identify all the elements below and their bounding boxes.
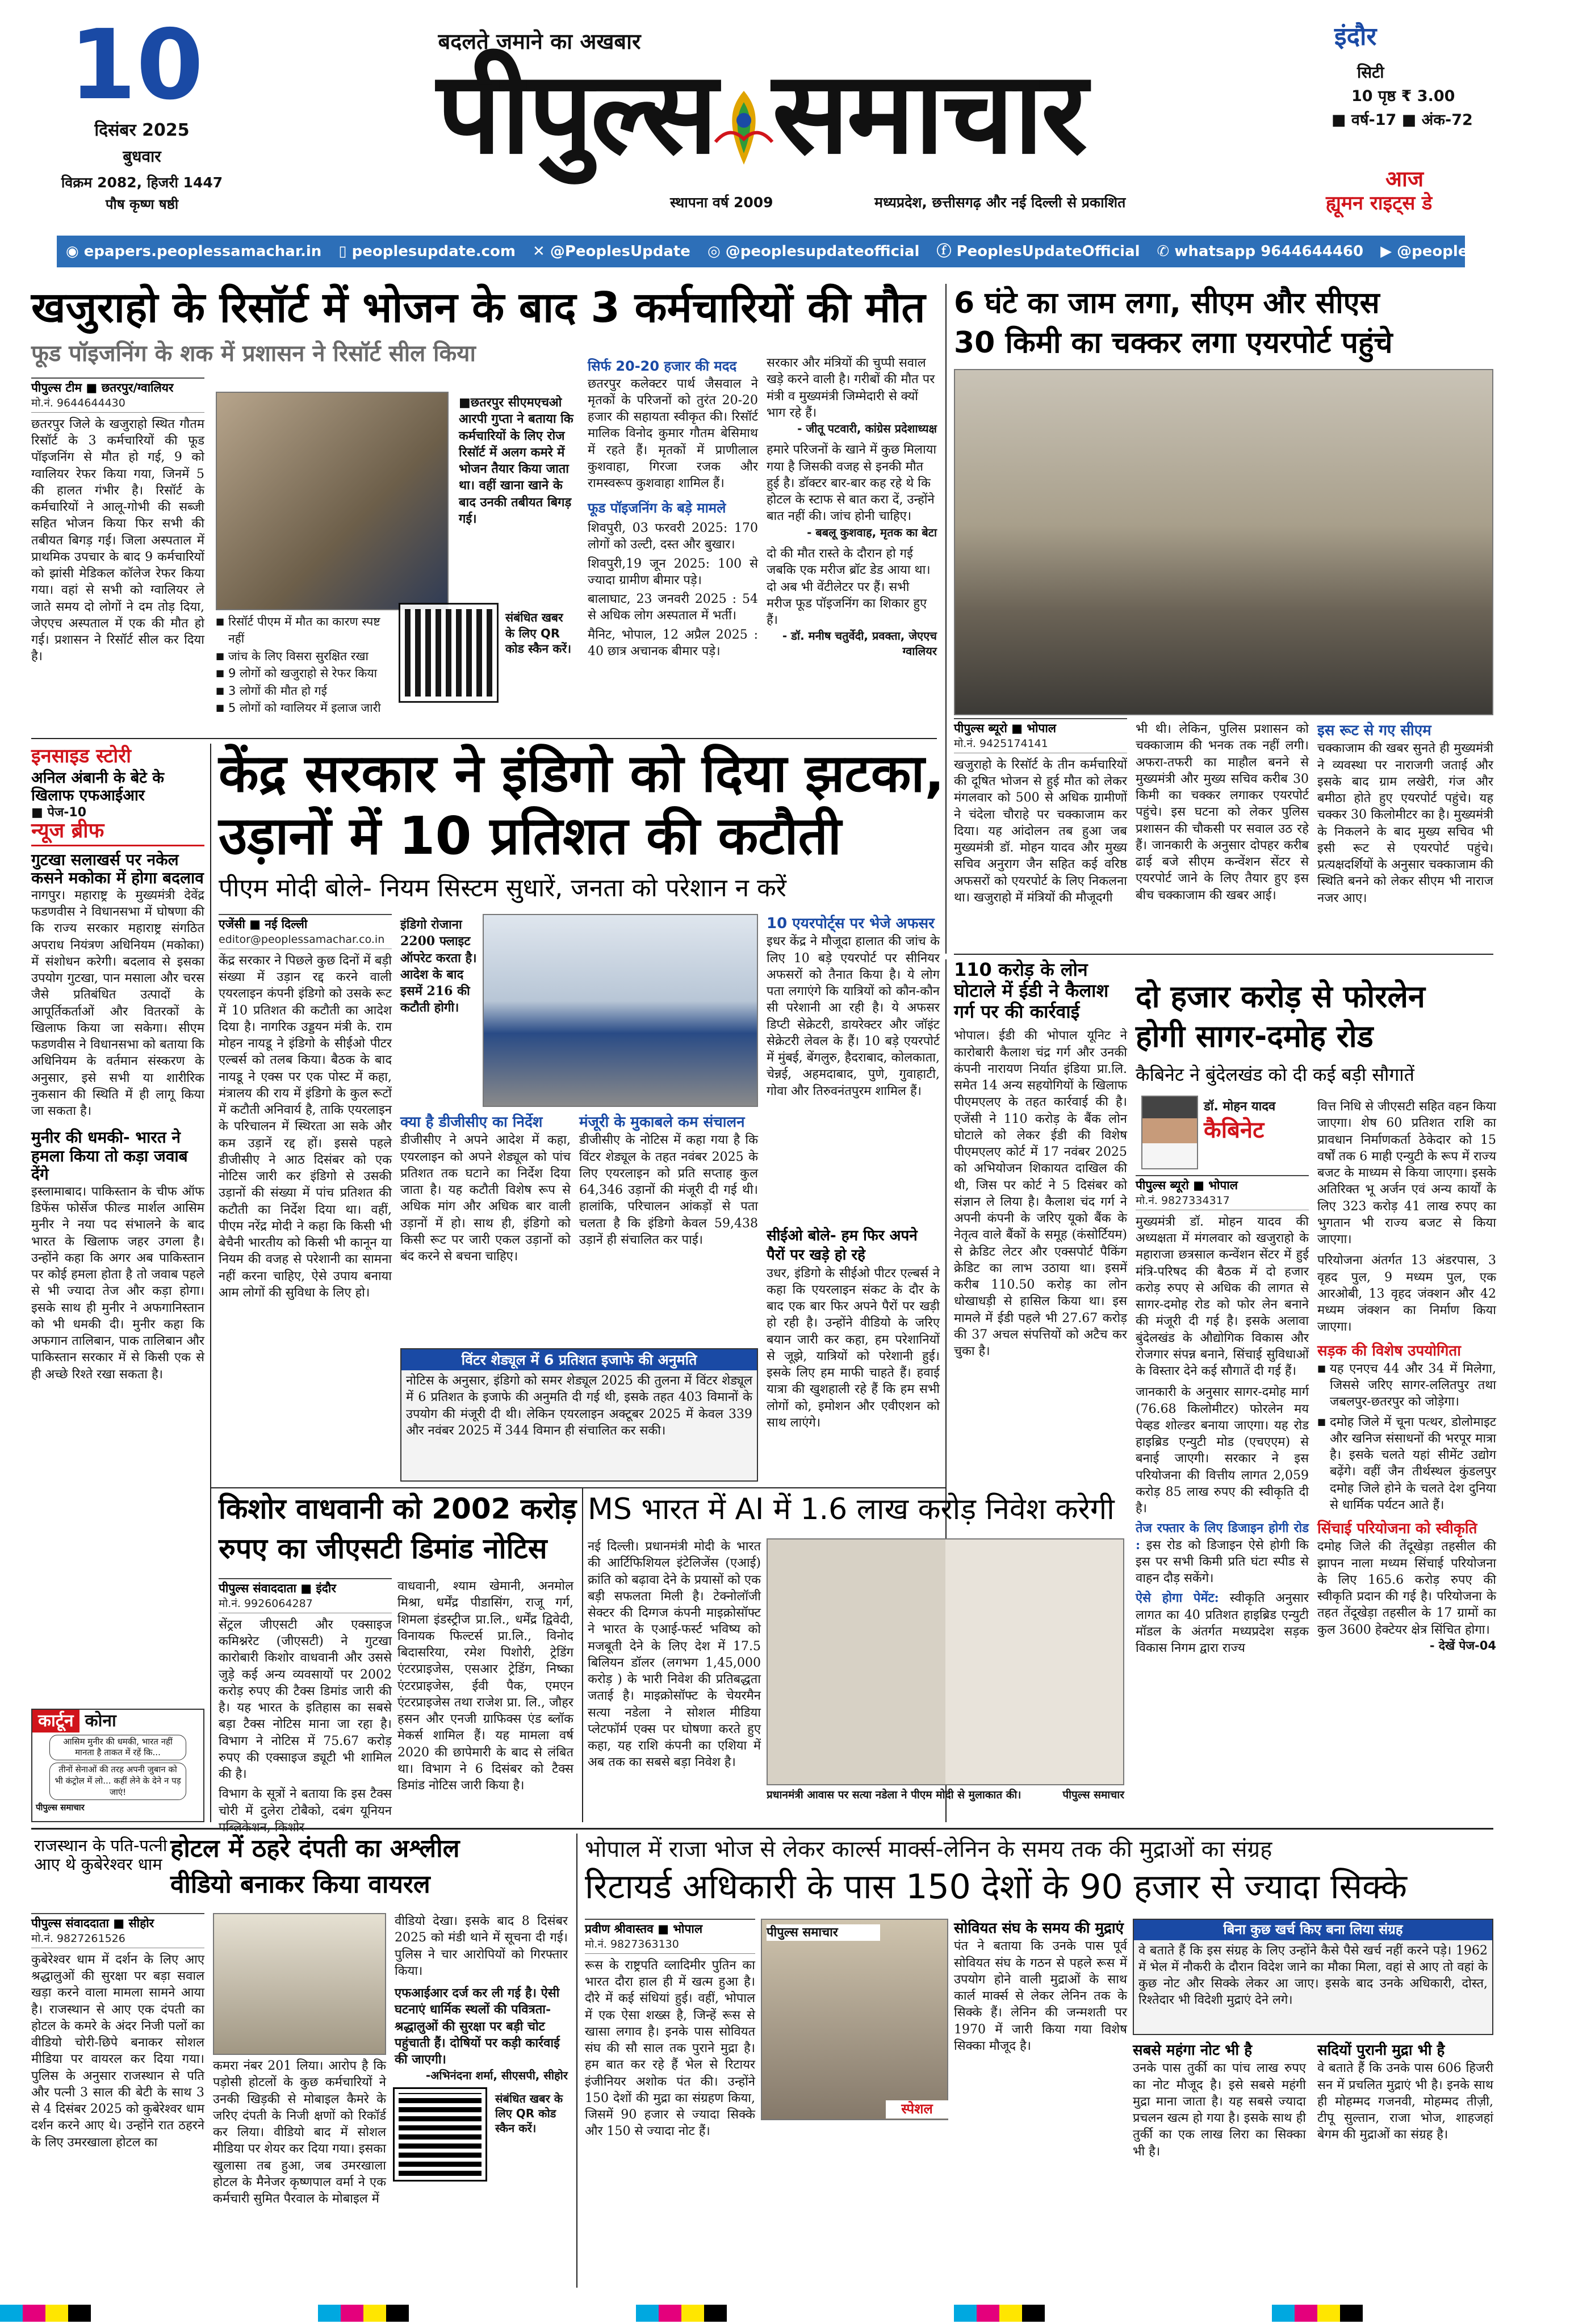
youtube-icon: ▶ xyxy=(1380,242,1392,260)
airports-title: 10 एयरपोर्ट्स पर भेजे अफसर xyxy=(767,915,935,932)
today-event: ह्यूमन राइट्स डे xyxy=(1326,192,1433,215)
khajuraho-qr-text: संबंधित खबर के लिए QR कोड स्कैन करें। xyxy=(505,611,572,656)
hotel-headline-1: होटल में ठहरे दंपती का अश्लील xyxy=(170,1834,460,1863)
cartoon-bubble-1: आसिम मुनीर की धमकी, भारत नहीं मानता है ताकत में रहें कि... xyxy=(49,1735,186,1761)
help-title: सिर्फ 20-20 हजार की मदद xyxy=(588,358,737,374)
khajuraho-col1 xyxy=(31,377,204,735)
x-icon: ✕ xyxy=(532,242,545,260)
globe-icon: ◉ xyxy=(66,242,79,260)
ms-headline: MS भारत में AI में 1.6 लाख करोड़ निवेश करेगी xyxy=(588,1492,1115,1526)
cartoon-title: कार्टून xyxy=(32,1710,79,1732)
expensive-body: उनके पास तुर्की का पांच लाख रुपए का नोट मौजूद है। इसे सबसे महंगी मुद्रा माना जाता है। यह सबसे ज्यादा प्रचलन खत्म हो गया है। इसके साथ ही तुर्की का एक लाख लिरा का सिक्का भी है। xyxy=(1133,2061,1306,2159)
cabinet-label: कैबिनेट xyxy=(1204,1117,1265,1143)
print-color-marks xyxy=(0,2305,1521,2322)
facebook-icon: ⓕ xyxy=(936,242,952,260)
hotel-body-1: कुबेरेश्वर धाम में दर्शन के लिए आए श्रद्धालुओं की सुरक्षा पर बड़ा सवाल खड़ा करने वाला मामला सामने आया है। राजस्थान से आए एक दंपती का होटल के कमरे के अंदर निजी पलों का वीडियो चोरी-छिपे बनाकर सोशल मीडिया पर वायरल कर दिया गया। पुलिस के अनुसार राजस्थान से पति और पत्नी 3 साल की बेटी के साथ 3 से 4 दिसंबर 2025 को कुबेरेश्वर धाम दर्शन करने आए थे। उन्होंने रात ठहरने के लिए उमरखाला होटल का xyxy=(31,1952,204,2150)
brief-2-head: मुनीर की धमकी- भारत ने हमला किया तो कड़ा जवाब देंगे xyxy=(31,1128,188,1184)
khajuraho-qr-code[interactable] xyxy=(400,605,497,701)
gst-col1 xyxy=(219,1578,392,1822)
winter-title: विंटर शेड्यूल में 6 प्रतिशत इजाफे की अनुमति xyxy=(401,1349,757,1370)
quote-3-name: - डॉ. मनीष चतुर्वेदी, प्रवक्ता, जेएएच ग्वालियर xyxy=(782,629,937,658)
epaper-text: epapers.peoplessamachar.in xyxy=(83,242,322,260)
cm-name: डॉ. मोहन यादव xyxy=(1204,1100,1276,1114)
cartoon-credit: पीपुल्स समाचार xyxy=(36,1802,85,1813)
indigo-email: editor@peoplessamachar.co.in xyxy=(219,933,392,949)
x-text: @PeoplesUpdate xyxy=(550,242,690,260)
approval-box xyxy=(579,1113,758,1340)
coins-body: रूस के राष्ट्रपति व्लादिमीर पुतिन का भारत दौरा हाल ही में खत्म हुआ है। दौरे में कई संधियां हुई। वहीं, भोपाल में एक ऐसा शख्स है, जिन्हें रूस से खासा लगाव है। इनके पास सोवियत संघ की सौ साल तक पुराने मुद्रा है। हम बात कर रहे हैं भेल से रिटायर इंजीनियर अशोक पंत की। उन्होंने 150 देशों की मुद्रा का संग्रहण किया, जिसमें 90 हजार से ज्यादा सिक्के और 150 से ज्यादा नोट हैं। xyxy=(585,1958,755,2139)
inside-page: ■ पेज-10 xyxy=(31,805,87,820)
util-title: सड़क की विशेष उपयोगिता xyxy=(1317,1342,1461,1360)
gst-body-2: विभाग के सूत्रों ने बताया कि इस टैक्स चोरी में दुलेरा टोबैको, दबंग यूनियन xyxy=(219,1787,392,1818)
jam-headline-2: 30 किमी का चक्कर लगा एयरपोर्ट पहुंचे xyxy=(954,326,1393,360)
quote-2-name: - बबलू कुशवाह, मृतक का बेटा xyxy=(807,525,937,539)
gst-body-1: सेंट्रल जीएसटी और एक्साइज कमिश्नरेट (जीएसटी) ने गुटखा कारोबारी किशोर वाधवानी और उससे जुड़े कई अन्य व्यवसायों पर 2002 करोड़ रुपए की टैक्स डिमांड जारी की है। यह भारत के इतिहास का सबसे बड़ा टैक्स नोटिस माना जा रहा है। विभाग ने नोटिस में 75.67 करोड़ रुपए की एक्साइज ड्यूटी भी शामिल की है। xyxy=(219,1617,392,1782)
news-brief xyxy=(31,817,204,1703)
hotel-headline-2: वीडियो बनाकर किया वायरल xyxy=(170,1870,430,1899)
help-body: छतरपुर कलेक्टर पार्थ जैसवाल ने मृतकों के परिजनों को तुरंत 20-20 हजार की सहायता स्वीकृत की। रिसॉर्ट मालिक विनोद कुमार गौतम बेसिमाथ में रहते हैं। मृतकों में प्राणीलाल कुशवाहा, गिरजा रजक और रामस्वरूप कुशवाहा शामिल हैं। xyxy=(588,376,758,491)
social-bar xyxy=(57,236,1591,267)
cartoon-header xyxy=(32,1710,203,1732)
indigo-subheadline: पीएम मोदी बोले- नियम सिस्टम सुधारें, जनता को परेशान न करें xyxy=(219,874,786,903)
sagar-col1 xyxy=(1136,1175,1309,1817)
util-1: ■ यह एनएच 44 और 34 में मिलेगा, जिससे जरिए सागर-ललितपुर तथा जबलपुर-छतरपुर को जोड़ेगा। xyxy=(1317,1361,1496,1411)
whatsapp-link[interactable] xyxy=(1157,242,1364,261)
brief-1-body: नागपुर। महाराष्ट्र के मुख्यमंत्री देवेंद्र फडणवीस ने विधानसभा में घोषणा की कि राज्य सरकार महाराष्ट्र संगठित अपराध नियंत्रण अधिनियम (मकोका) में संशोधन करेगी। बदलाव से इसका उपयोग गुटखा, पान मसाला और चरस जैसे प्रतिबंधित उत्पादों के आपूर्तिकर्ताओं और वितरकों के खिलाफ किया जा सकेगा। सीएम फडणवीस ने विधानसभा को बताया कि अधिनियम के वर्तमान संस्करण के अनुसार, इसे सभी या शारीरिक नुकसान की स्थिति में ही लागू किया जा सकता है। xyxy=(31,888,204,1119)
sagar-body-4: परियोजना अंतर्गत 13 अंडरपास, 3 वृहद पुल, 9 मध्यम पुल, एक आरओबी, 13 वृहद जंक्शन और 42 मध्यम जंक्शन का निर्माण किया जाएगा। xyxy=(1317,1253,1496,1335)
youtube-text: @peoplesupdateofficial xyxy=(1397,242,1591,260)
approval-body: डीजीसीए के नोटिस में कहा गया है कि विंटर शेड्यूल के तहत नवंबर 2025 के लिए एयरलाइन को प्रति सप्ताह कुल 64,346 उड़ानों की मंजूरी दी गई थी। हालांकि, परिचालन आंकड़ों से पता चलता है कि इंडिगो केवल 59,438 उड़ानें ही संचालित कर पाई। xyxy=(579,1133,758,1247)
jam-headline-1: 6 घंटे का जाम लगा, सीएम और सीएस xyxy=(954,286,1380,320)
airports-body: इधर केंद्र ने मौजूदा हालात की जांच के लिए 10 बड़े एयरपोर्ट पर सीनियर अफसरों को तैनात किया है। ये लोग पता लगाएंगे कि यात्रियों को कौन-कौन सी परेशानी आ रही है। ये अफसर डिप्टी सेक्रेटरी, डायरेक्टर और जॉइंट सेक्रेटरी लेवल के हैं। 10 बड़े एयरपोर्ट में मुंबई, बेंगलुरु, हैदराबाद, कोलकाता, चेन्नई, अहमदाबाद, पुणे, गुवाहाटी, गोवा और तिरुवनंतपुरम शामिल हैं। xyxy=(767,934,940,1098)
indigo-headline-2: उड़ानों में 10 प्रतिशत की कटौती xyxy=(219,806,841,866)
coins-photo xyxy=(761,1919,948,2120)
sagar-headline-1: दो हजार करोड़ से फोरलेन xyxy=(1136,979,1425,1014)
no-cost-body: वे बताते हैं कि इस संग्रह के लिए उन्होंने कैसे पैसे खर्च नहीं करने पड़े। 1962 में भेल में नौकरी के दौरान विदेश जाने का मौका मिला, वहां से आए तो वहां के कुछ नोट और सिक्के लेकर आ जाए। इसके बाद उनके अधिकारी, दोस्त, रिश्तेदार भी विदेशी मुद्राएं देने लगे। xyxy=(1138,1943,1488,2008)
hotel-photo xyxy=(213,1913,386,2055)
hotel-quote-name: -अभिनंदना शर्मा, सीएसपी, सीहोर xyxy=(425,2069,568,2083)
khajuraho-subheadline: फूड पॉइजनिंग के शक में प्रशासन ने रिसॉर्ट सील किया xyxy=(31,341,476,367)
indigo-col1 xyxy=(219,914,392,1482)
ms-credit: पीपुल्स समाचार xyxy=(1062,1789,1124,1801)
past-item: शिवपुरी,19 जून 2025: 100 से ज्यादा ग्रामीण बीमार पड़े। xyxy=(588,556,758,588)
dgca-box xyxy=(400,1113,571,1340)
mobile-icon: ▯ xyxy=(338,242,347,260)
irrigation-body: दमोह जिले की तेंदूखेड़ा तहसील की झापन नाला मध्यम सिंचाई परियोजना के लिए 165.6 करोड़ रुपए की स्वीकृति प्रदान की गई है। परियोजना के तहत तेंदूखेड़ा तहसील के 17 ग्रामों का कुल 3600 हेक्टेयर क्षेत्र सिंचित होगा। xyxy=(1317,1539,1496,1637)
gst-mobile: मो.नं. 9926064287 xyxy=(219,1597,392,1613)
cartoon-bubble-2: तीनों सेनाओं की तरह अपनी जुबान को भी कंट्रोल में लो... कहीं लेने के देने न पड़ जाएं! xyxy=(49,1763,186,1799)
no-cost-title: बिना कुछ खर्च किए बना लिया संग्रह xyxy=(1134,1920,1492,1940)
sagar-fast xyxy=(1136,1520,1309,1587)
instagram-icon: ◎ xyxy=(707,242,721,260)
paper-title-left: पीपुल्स xyxy=(437,47,715,179)
founded-year: स्थापना वर्ष 2009 xyxy=(670,194,773,211)
ed-body: भोपाल। ईडी की भोपाल यूनिट ने कारोबारी कैलाश चंद्र गर्ग और उनकी कंपनी नारायण निर्यात इंडिया प्रा.लि. समेत 14 अन्य सहयोगियों के खिलाफ पीएमएलए के तहत कार्रवाई की है। एजेंसी ने 110 करोड़ के बैंक लोन घोटाले को लेकर ईडी की विशेष पीएमएलए कोर्ट में 17 नवंबर 2025 को अभियोजन शिकायत दाखिल की थी, जिस पर कोर्ट ने 5 दिसंबर को संज्ञान ले लिया है। कैलाश चंद गर्ग ने अपनी कंपनी के जरिए यूको बैंक के नेतृत्व वाले बैंकों के समूह (कंसोर्टियम) से क्रेडिट लेटर और एक्सपोर्ट पैकिंग क्रेडिट का लाभ उठाया था। इसमें करीब 110.50 करोड़ का लोन धोखाधड़ी से हासिल किया था। इस मामले में ईडी पहले भी 27.67 करोड़ की 37 अचल संपत्तियों को अटैच कर चुका है। xyxy=(954,1029,1127,1359)
irrigation-continue[interactable]: - देखें पेज-04 xyxy=(1429,1638,1496,1652)
indigo-body: केंद्र सरकार ने पिछले कुछ दिनों में बड़ी संख्या में उड़ान रद्द करने वाली एयरलाइन कंपनी इंडिगो को उसके रूट में 10 प्रतिशत की कटौती का आदेश दिया है। नागरिक उड्डयन मंत्री के. राम मोहन नायडू ने इंडिगो के सीईओ पीटर एल्बर्स को तलब किया। बैठक के बाद नायडू ने एक्स पर एक पोस्ट में कहा, मंत्रालय की राय में इंडिगो के कुल रूटों में कटौती अनिवार्य है, ताकि एयरलाइन के परिचालन में स्थिरता आ सके और कम उड़ानें रद्द हों। इससे पहले डीजीसीए ने आठ दिसंबर को एक नोटिस जारी कर इंडिगो से उसकी उड़ानों की संख्या में पांच प्रतिशत की कटौती का निर्देश दिया था। वहीं, पीएम नरेंद्र मोदी ने कहा कि किसी भी बेचैनी भारतीय को किसी भी कानून या नियम की वजह से परेशानी का सामना नहीं करना चाहिए, ऐसे उपाय बनाया आम लोगों की सुविधा के लिए हो। xyxy=(219,953,392,1300)
jam-route-body: चक्काजाम की खबर सुनते ही मुख्यमंत्री ने व्यवस्था पर नाराजगी जताई और इसके बाद ग्राम लखेरी, गंज और बमीठा होते हुए एयरपोर्ट पहुंचे। यह चक्कर 30 किलोमीटर का है। मुख्यमंत्री के निकलने के बाद मुख्य सचिव भी इसी रूट से एयरपोर्ट पहुंचे। प्रत्यक्षदर्शियों के अनुसार चक्काजाम की स्थिति बनने को लेकर सीएम भी नाराज नजर आए। xyxy=(1317,741,1493,905)
divider xyxy=(210,1487,945,1488)
pay-title: ऐसे होगा पेमेंट: xyxy=(1136,1591,1219,1606)
web-text: peoplesupdate.com xyxy=(351,242,516,260)
city-name: इंदौर xyxy=(1334,22,1377,51)
brief-2-body: इस्लामाबाद। पाकिस्तान के चीफ ऑफ डिफेंस फोर्सेज फील्ड मार्शल आसिम मुनीर ने नया पद संभालने के बाद भारत के खिलाफ जहर उगला है। उन्होंने कहा कि अगर अब पाकिस्तान पर कोई हमला होता है तो जवाब पहले से भी ज्यादा तेज और कड़ा होगा। इसके साथ ही मुनीर ने अफगानिस्तान को भी धमकी दी। मुनीर कहा कि अफगान तालिबान, पाक तालिबान और पाकिस्तान सरकार में से किसी एक से ही अच्छे रिश्ते रखा सकता है। xyxy=(31,1184,204,1382)
khajuraho-body: छतरपुर जिले के खजुराहो स्थित गौतम रिसॉर्ट के 3 कर्मचारियों की फूड पॉइजनिंग से मौत हो गई, 9 को ग्वालियर रेफर किया गया, जिनमें 5 की हालत गंभीर है। रिसॉर्ट के कर्मचारियों ने आलू-गोभी की सब्जी सहित भोजन किया फिर सभी की तबीयत बिगड़ गई। जिला अस्पताल में प्राथमिक उपचार के बाद 9 कर्मचारियों को झांसी मेडिकल कॉलेज रेफर किया गया। वहां से सभी को ग्वालियर ले जाते समय दो लोगों ने दम तोड़ दिया, जेएएच अस्पताल में एक की मौत हो गई। प्रशासन ने रिसॉर्ट सील कर दिया है। xyxy=(31,417,204,664)
hotel-body-3: वीडियो देखा। इसके बाद 8 दिसंबर 2025 को मंडी थाने में सूचना दी गई। पुलिस ने चार आरोपियों को गिरफ्तार किया। xyxy=(395,1914,568,1978)
ed-headline-1: 110 करोड़ के लोन xyxy=(954,959,1088,980)
date-number: 10 xyxy=(69,9,204,121)
past-title: फूड पॉइजनिंग के बड़े मामले xyxy=(588,500,726,517)
hotel-col3 xyxy=(395,1913,568,2282)
paksh: पौष कृष्ण षष्ठी xyxy=(105,196,179,212)
khajuraho-bullets xyxy=(216,613,392,717)
emblem-icon xyxy=(713,85,775,170)
expensive-title: सबसे महंगा नोट भी है xyxy=(1133,2042,1253,2059)
samvat: विक्रम 2082, हिजरी 1447 xyxy=(61,174,223,191)
jam-body-2: भी थी। लेकिन, पुलिस प्रशासन को चक्काजाम की भनक तक नहीं लगी। अफरा-तफरी का माहौल बनने से मुख्यमंत्री और मुख्य सचिव करीब 30 किमी का चक्कर लगाकर एयरपोर्ट पहुंचे। इस घटना को लेकर पुलिस प्रशासन की चौकसी पर सवाल उठ रहे हैं। जानकारी के अनुसार दोपहर करीब ढाई बजे सीएम कन्वेंशन सेंटर से एयरपोर्ट जाने के लिए तैयार हुए इस बीच चक्काजाम की खबर आई। xyxy=(1136,722,1309,903)
past-item: मैनिट, भोपाल, 12 अप्रैल 2025 : 40 छात्र अचानक बीमार पड़े। xyxy=(588,627,758,658)
gst-headline-2: रुपए का जीएसटी डिमांड नोटिस xyxy=(219,1532,547,1565)
ed-headline-3: गर्ग पर की कार्रवाई xyxy=(954,1000,1080,1022)
indigo-byline: एजेंसी ■ नई दिल्ली xyxy=(219,914,392,933)
past-item: शिवपुरी, 03 फरवरी 2025: 170 लोगों को उल्टी, दस्त और बुखार। xyxy=(588,521,758,552)
irrigation-title: सिंचाई परियोजना को स्वीकृति xyxy=(1317,1520,1477,1538)
instagram-text: @peoplesupdateofficial xyxy=(725,242,920,260)
ceo-title: सीईओ बोले- हम फिर अपने पैरों पर खड़े हो रहे xyxy=(767,1227,918,1264)
soviet-title: सोवियत संघ के समय की मुद्राएं xyxy=(954,1920,1124,1937)
gst-body-3: वाधवानी, श्याम खेमानी, अनमोल मिश्रा, धर्मेंद्र पीडासिंग, राजू गर्ग, शिमला इंडस्ट्रीज प्रा.लि., धर्मेंद्र द्विवेदी, विनायक फिल्टर्स प्रा.लि., विनोद बिदासरिया, रमेश पिशोरी, ट्रेडिंग एंटरप्राइजेस, एसआर ट्रेडिंग, निष्का एंटरप्राइजेस, ईवी पैक, एमएन एंटरप्राइजेस तथा राजेश प्रा. लि., जौहर हसन और एनजी ग्राफिक्स एंड ब्लॉक मेकर्स शामिल हैं। यह मामला वर्ष 2020 की छापेमारी के बाद से लंबित था। विभाग ने 6 दिसंबर को टैक्स डिमांड नोटिस जारी किया है। xyxy=(397,1579,573,1793)
winter-body: नोटिस के अनुसार, इंडिगो को समर शेड्यूल 2025 की तुलना में विंटर शेड्यूल में 6 प्रतिशत के इजाफे की अनुमति दी गई थी, इसके तहत 403 विमानों के उपयोग की मंजूरी दी थी। लेकिन एयरलाइन अक्टूबर 2025 में केवल 339 और नवंबर 2025 में 344 विमान ही संचालित कर सकी। xyxy=(406,1374,752,1438)
inside-title: इनसाइड स्टोरी xyxy=(31,745,131,767)
gst-headline-1: किशोर वाधवानी को 2002 करोड़ xyxy=(219,1492,577,1525)
jam-byline: पीपुल्स ब्यूरो ■ भोपाल xyxy=(954,718,1127,737)
edition: सिटी xyxy=(1357,63,1384,82)
ceo-box xyxy=(767,1226,940,1482)
pay-body: स्वीकृति अनुसार लागत का 40 प्रतिशत हाइब्रिड एन्युटी मॉडल के अंतर्गत मध्यप्रदेश सड़क विकास निगम द्वारा राज्य xyxy=(1136,1591,1309,1656)
hotel-quote: एफआईआर दर्ज कर ली गई है। ऐसी घटनाएं धार्मिक स्थलों की पवित्रता-श्रद्धालुओं की सुरक्षा पर बड़ी चोट पहुंचाती हैं। दोषियों पर कड़ी कार्रवाई की जाएगी। xyxy=(395,1986,560,2067)
util-2: ■ दमोह जिले में चूना पत्थर, डोलोमाइट और खनिज संसाधनों की भरपूर मात्रा है। इसके चलते यहां सीमेंट उद्योग बढ़ेंगे। वहीं जैन तीर्थस्थल कुंडलपुर दमोह जिले होने के चलते देश दुनिया से धार्मिक पर्यटन आते हैं। xyxy=(1317,1414,1496,1514)
cartoon-box xyxy=(31,1709,204,1822)
hotel-body-2: कमरा नंबर 201 लिया। आरोप है कि पड़ोसी होटलों के कुछ कर्मचारियों ने उनकी खिड़की से मोबाइल कैमरे के जरिए दंपती के निजी क्षणों को रिकॉर्ड कर लिया। वीडियो बाद में सोशल मीडिया पर शेयर कर दिया गया। इसका खुलासा तब हुआ, जब उमरखाला होटल के मैनेजर कृष्णपाल वर्मा ने एक कर्मचारी सुमित पैरवाल के मोबाइल में xyxy=(213,2059,386,2206)
khajuraho-quotes xyxy=(767,355,937,735)
brief-1-head: गुटखा सलाखर्स पर नकेल कसने मकोका में होगा बदलाव xyxy=(31,850,204,887)
airports-box xyxy=(767,914,940,1220)
year-issue: ■ वर्ष-17 ■ अंक-72 xyxy=(1332,111,1473,129)
issue: अंक-72 xyxy=(1421,111,1473,129)
old-coins xyxy=(1317,2041,1493,2282)
whatsapp-text: whatsapp 9644644460 xyxy=(1174,242,1364,260)
divider xyxy=(31,738,937,739)
divider xyxy=(945,284,947,954)
whatsapp-icon: ✆ xyxy=(1157,242,1170,260)
ms-caption: प्रधानमंत्री आवास पर सत्या नडेला ने पीएम मोदी से मुलाकात की। xyxy=(767,1789,1021,1801)
quote-2: हमारे परिजनों के खाने में कुछ मिलाया गया है जिसकी वजह से इनकी मौत हुई है। डॉक्टर बार-बार कह रहे थे कि होटल के स्टाफ से बात करा दें, उन्होंने बात नहीं की। जांच होनी चाहिए। xyxy=(767,443,937,524)
paper-title-right: समाचार xyxy=(772,47,1086,179)
hotel-qr-text: संबंधित खबर के लिए QR कोड स्कैन करें। xyxy=(495,2091,563,2136)
indigo-headline-1: केंद्र सरकार ने इंडिगो को दिया झटका, xyxy=(219,743,945,804)
approval-title: मंजूरी के मुकाबले कम संचालन xyxy=(579,1114,745,1131)
khajuraho-byline: पीपुल्स टीम ■ छतरपुर/ग्वालियर xyxy=(31,377,204,396)
tagline: बदलते जमाने का अखबार xyxy=(438,29,641,54)
khajuraho-headline: खजुराहो के रिसॉर्ट में भोजन के बाद 3 कर्मचारियों की मौत xyxy=(31,283,926,332)
jam-route-title: इस रूट से गए सीएम xyxy=(1317,722,1431,739)
coins-headline: रिटायर्ड अधिकारी के पास 150 देशों के 90 हजार से ज्यादा सिक्के xyxy=(585,1867,1407,1907)
coins-special: स्पेशल xyxy=(886,2100,948,2119)
hotel-side-title: राजस्थान के पति-पत्नी आए थे कुबेरेश्वर धाम xyxy=(34,1836,168,1874)
old-title: सदियों पुरानी मुद्रा भी है xyxy=(1317,2042,1445,2059)
sagar-mobile: मो.नं. 9827334317 xyxy=(1136,1194,1309,1210)
web-link[interactable] xyxy=(338,242,516,261)
winter-schedule-box xyxy=(400,1348,758,1482)
jam-mobile: मो.नं. 9425174141 xyxy=(954,737,1127,753)
fast-body: इस रोड को डिजाइन ऐसे होगी कि इस पर सभी किमी प्रति घंटा स्पीड से वाहन दौड़ सकेंगे। xyxy=(1136,1538,1309,1586)
facebook-text: PeoplesUpdateOfficial xyxy=(956,242,1140,260)
old-body: वे बताते हैं कि उनके पास 606 हिजरी सन में प्रचलित मुद्राएं भी है। इनके साथ ही मोहम्मद गजनवी, मोहम्मद तीज़ी, टीपू सुल्तान, राजा भोज, शाहजहां बेगम की मुद्राओं का संग्रह है। xyxy=(1317,2061,1493,2142)
divider xyxy=(31,1828,1493,1830)
khajuraho-help xyxy=(588,358,758,738)
epaper-link[interactable] xyxy=(66,242,321,261)
bullet-item: ■ रिसॉर्ट पीएम में मौत का कारण स्पष्ट नहीं xyxy=(216,613,392,648)
instagram-link[interactable] xyxy=(707,242,919,261)
sagar-pay xyxy=(1136,1590,1309,1656)
soviet-box xyxy=(954,1919,1127,2282)
brief-title: न्यूज ब्रीफ xyxy=(31,817,204,846)
khajuraho-photo-caption: ■छतरपुर सीएमएचओ आरपी गुप्ता ने बताया कि कर्मचारियों के लिए रोज रिसॉर्ट में अलग कमरे में भोजन तैयार किया जाता था। वहीं खाना खाने के बाद उनकी तबीयत बिगड़ गई। xyxy=(459,395,573,526)
sagar-col2 xyxy=(1317,1098,1496,1817)
jam-body-1: खजुराहो के रिसॉर्ट के तीन कर्मचारियों की दूषित भोजन से हुई मौत को लेकर मंगलवार को 500 से अधिक ग्रामीणों ने चंदेला चौराहे पर चक्काजाम कर दिया। यह आंदोलन तब हुआ जब मुख्यमंत्री डॉ. मोहन यादव और मुख्य सचिव अनुराग जैन सहित कई वरिष्ठ अफसरों को एयरपोर्ट के लिए निकलना था। खजुराहो में मंत्रियों की मौजूदगी xyxy=(954,757,1127,905)
khajuraho-mobile: मो.नं. 9644644430 xyxy=(31,396,204,413)
coins-mobile: मो.नं. 9827363130 xyxy=(585,1937,755,1954)
quote-1: सरकार और मंत्रियों की चुप्पी सवाल खड़े करने वाली है। गरीबों की मौत पर मंत्री व मुख्यमंत्री जिम्मेदारी से क्यों भाग रहे हैं। xyxy=(767,356,935,420)
indigo-image-note: इंडिगो रोजाना 2200 फ्लाइट ऑपरेट करता है। आदेश के बाद इसमें 216 की कटौती होगी। xyxy=(400,917,477,1016)
no-cost-box xyxy=(1133,1919,1493,2035)
protest-photo xyxy=(954,369,1493,715)
divider xyxy=(210,744,211,1822)
published-states: मध्यप्रदेश, छत्तीसगढ़ और नई दिल्ली से प्रकाशित xyxy=(874,194,1126,211)
sagar-body-3: वित्त निधि से जीएसटी सहित वहन किया जाएगा। शेष 60 प्रतिशत राशि का प्रावधान निर्माणकर्ता ठेकेदार को 15 वर्षों तक 6 माही एन्युटी के रूप में राज्य बजट के माध्यम से किया जाएगा। इसके अतिरिक्त भू अर्जन एवं अन्य कार्यों के लिए 323 करोड़ 41 लाख रुपए का भुगतान भी राज्य बजट से किया जाएगा। xyxy=(1317,1100,1496,1247)
dgca-body: डीजीसीए ने अपने आदेश में कहा, एयरलाइन को अपने शेड्यूल को पांच प्रतिशत तक घटाने का निर्देश दिया जाता है। यह कटौती विशेष रूप से अधिक मांग और अधिक बार वाली उड़ानों में हो। साथ ही, इंडिगो को किसी रूट पर जारी एकल उड़ानों को बंद करने से बचना चाहिए। xyxy=(400,1133,571,1264)
expensive-note xyxy=(1133,2041,1306,2282)
ed-story xyxy=(954,959,1127,1470)
weekday: बुधवार xyxy=(123,147,161,166)
bullet-item: ■ 9 लोगों को खजुराहो से रेफर किया xyxy=(216,665,392,682)
hotel-col1 xyxy=(31,1913,204,2282)
indigo-plane-photo xyxy=(483,914,758,1107)
bullet-item: ■ 3 लोगों की मौत हो गई xyxy=(216,682,392,699)
divider xyxy=(582,1487,583,1822)
soviet-body: पंत ने बताया कि उनके पास पूर्व सोवियत संघ के गठन से पहले रूस में उपयोग होने वाली मुद्राओं के साथ कार्ल मार्क्स से लेकर लेनिन तक के सिक्के हैं। लेनिन की जन्मशती पर 1970 में जारी किया गया विशेष सिक्का मौजूद है। xyxy=(954,1939,1127,2053)
hospital-photo xyxy=(216,392,449,610)
hotel-byline: पीपुल्स संवाददाता ■ सीहोर xyxy=(31,1913,204,1932)
inside-story xyxy=(31,744,202,820)
bullet-item: ■ 5 लोगों को ग्वालियर में इलाज जारी xyxy=(216,699,392,716)
sagar-body-2: जानकारी के अनुसार सागर-दमोह मार्ग (76.68 किलोमीटर) फोरलेन मय पेव्हड शोल्डर बनाया जाएगा। यह रोड हाइब्रिड एन्युटी मोड (एचएएम) से बनाई जाएगी। सरकार ने इस परियोजना की वित्तीय लागत 2,059 करोड़ 85 लाख रुपए की स्वीकृति दी है। xyxy=(1136,1385,1309,1516)
inside-story-text: अनिल अंबानी के बेटे के खिलाफ एफआईआर xyxy=(31,769,165,804)
price: 10 पृष्ठ ₹ 3.00 xyxy=(1351,87,1455,105)
coins-byline: प्रवीण श्रीवास्तव ■ भोपाल xyxy=(585,1919,755,1937)
youtube-link[interactable] xyxy=(1380,242,1591,261)
quote-1-name: - जीतू पटवारी, कांग्रेस प्रदेशाध्यक्ष xyxy=(797,422,937,435)
masthead xyxy=(0,0,1521,238)
year: वर्ष-17 xyxy=(1351,111,1397,129)
sagar-body-1: मुख्यमंत्री डॉ. मोहन यादव की अध्यक्षता में मंगलवार को खजुराहो के महाराजा छत्रसाल कन्वेंशन सेंटर में हुई मंत्रि-परिषद की बैठक में दो हजार करोड़ रुपए से अधिक की लागत से सागर-दमोह रोड को फोर लेन बनाने की मंजूरी दी गई है। इसके अलावा बुंदेलखंड के औद्योगिक विकास और रोजगार संपन्न बनाने, सिंचाई सुविधाओं के विस्तार देने कई सौगातें दी गई हैं। xyxy=(1136,1214,1309,1379)
coins-kicker: भोपाल में राजा भोज से लेकर कार्ल्स मार्क्स-लेनिन के समय तक की मुद्राओं का संग्रह xyxy=(585,1836,1272,1862)
dgca-title: क्या है डीजीसीए का निर्देश xyxy=(400,1114,543,1131)
ms-body: नई दिल्ली। प्रधानमंत्री मोदी के भारत की आर्टिफिशियल इंटेलिजेंस (एआई) क्रांति को बढ़ावा देने के प्रयासों को एक बड़ी सफलता मिली है। टेक्नोलॉजी सेक्टर की दिग्गज कंपनी माइक्रोसॉफ्ट ने भारत के एआई-फर्स्ट भविष्य को मजबूती देने के लिए देश में 17.5 बिलियन डॉलर (लगभग 1,45,000 करोड़ ) के भारी निवेश की प्रतिबद्धता जताई है। माइक्रोसॉफ्ट के चेयरमैन सत्या नडेला ने सोशल मीडिया प्लेटफॉर्म एक्स पर घोषणा करते हुए कहा, यह राशि कंपनी का एशिया में अब तक का सबसे बड़ा निवेश है। xyxy=(588,1539,761,1770)
ed-headline-2: घोटाले में ईडी ने कैलाश xyxy=(954,979,1109,1001)
sagar-headline-2: होगी सागर-दमोह रोड xyxy=(1136,1018,1374,1054)
sagar-subheadline: कैबिनेट ने बुंदेलखंड को दी कई बड़ी सौगातें xyxy=(1136,1064,1414,1085)
fast-title: तेज रफ्तार के लिए डिजाइन होगी रोड : xyxy=(1136,1521,1309,1553)
divider xyxy=(576,1834,577,2288)
divider xyxy=(954,954,1493,955)
today-label: आज xyxy=(1385,166,1424,191)
hotel-mobile: मो.नं. 9827261526 xyxy=(31,1932,204,1948)
cartoon-corner: कोना xyxy=(85,1711,116,1731)
ceo-body: उधर, इंडिगो के सीईओ पीटर एल्बर्स ने कहा कि एयरलाइन संकट के दौर के बाद एक बार फिर अपने पैरों पर खड़ी हो रही है। उन्होंने वीडियो के जरिए बयान जारी कर कहा, हम परेशानियों से जूझे, यात्रियों को परेशानी हुई। इसके लिए हम माफी चाहते हैं। हवाई यात्रा की खुशहाली रहे हैं कि हम सभी लोगों को, इमोशन और एवीएशन को साथ लाएंगे। xyxy=(767,1266,940,1430)
coins-col1 xyxy=(585,1919,755,2282)
hotel-qr-code[interactable] xyxy=(395,2089,485,2180)
bullet-item: ■ जांच के लिए विसरा सुरक्षित रखा xyxy=(216,648,392,665)
jam-col3 xyxy=(1317,721,1493,951)
sagar-byline: पीपुल्स ब्यूरो ■ भोपाल xyxy=(1136,1175,1309,1194)
gst-byline: पीपुल्स संवाददाता ■ इंदौर xyxy=(219,1578,392,1597)
coins-credit: पीपुल्स समाचार xyxy=(767,1924,880,1941)
ms-photo xyxy=(767,1538,1124,1785)
cm-portrait xyxy=(1141,1096,1198,1169)
facebook-link[interactable] xyxy=(936,242,1140,261)
x-link[interactable] xyxy=(533,242,690,261)
jam-col1 xyxy=(954,718,1127,951)
quote-3: दो की मौत रास्ते के दौरान हो गई जबकि एक मरीज ब्रॉट डेड आया था। दो अब भी वेंटीलेटर पर हैं। सभी मरीज फूड पॉइजनिंग का शिकार हुए हैं। xyxy=(767,547,931,628)
past-item: बालाघाट, 23 जनवरी 2025 : 54 से अधिक लोग अस्पताल में भर्ती। xyxy=(588,592,758,623)
date-month: दिसंबर 2025 xyxy=(94,120,190,140)
